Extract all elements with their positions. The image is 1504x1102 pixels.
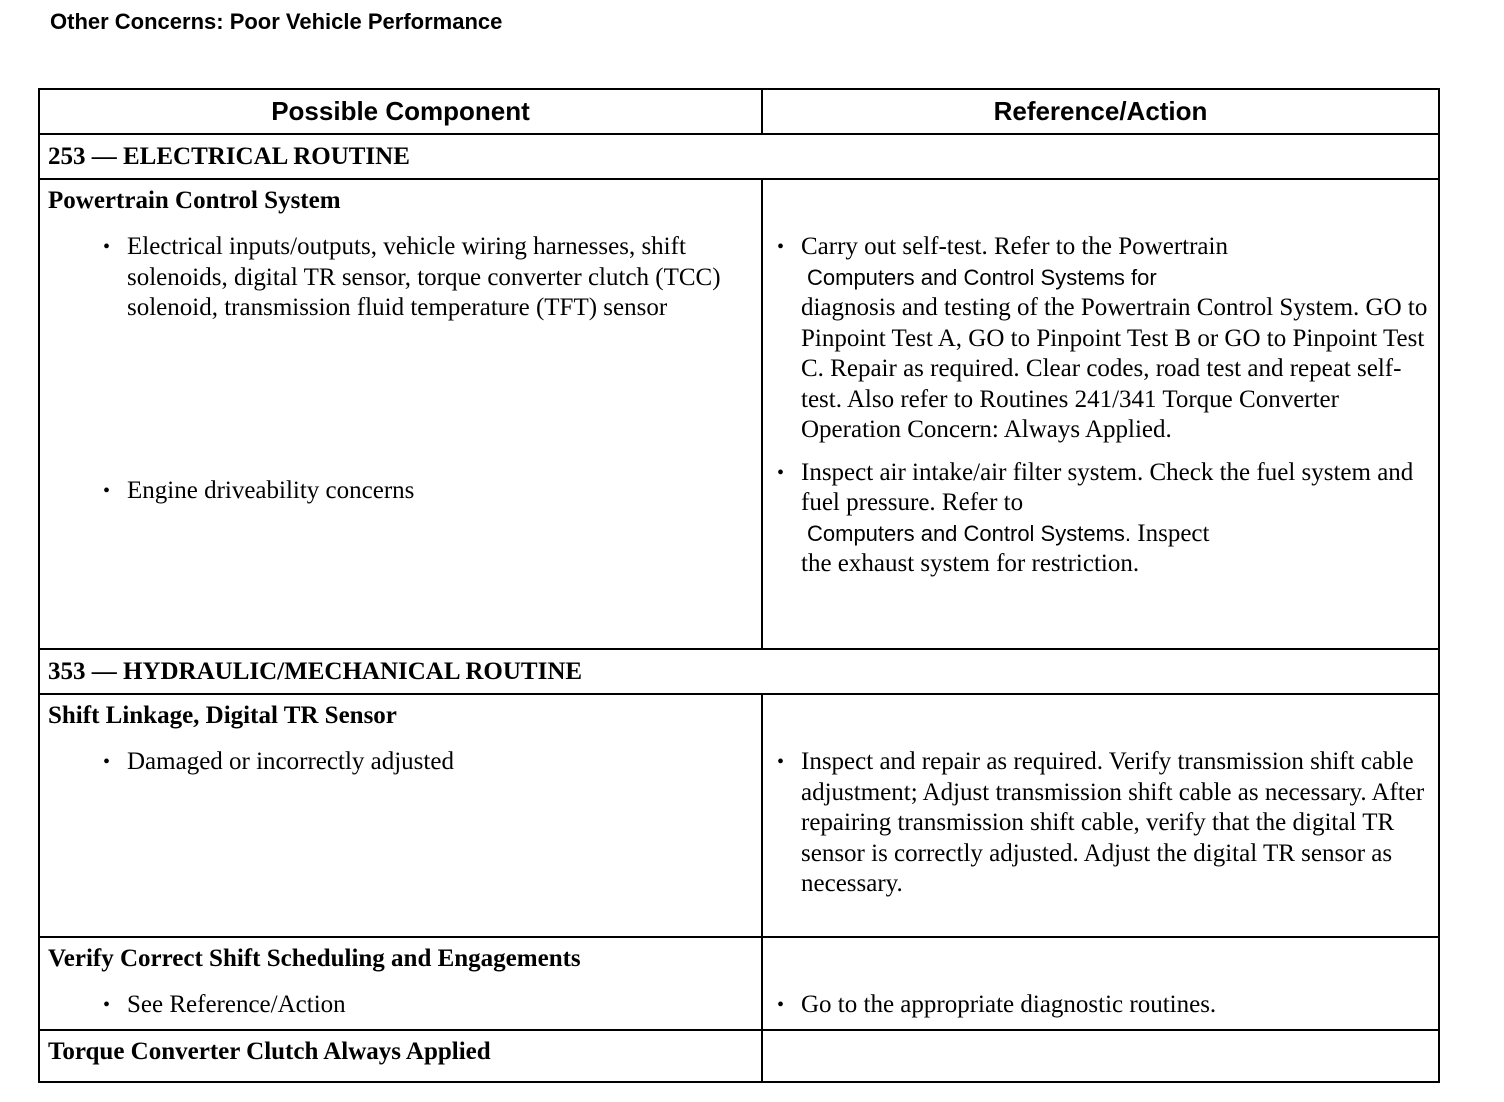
action-text: the exhaust system for restriction.: [801, 550, 1140, 577]
list-item: [103, 990, 753, 1021]
component-item-text: Electrical inputs/outputs, vehicle wiring harnesses, shift solenoids, digital TR sensor, torque converter clutch (TCC) solenoid, transmission fluid temperature (TFT) sensor: [127, 233, 721, 321]
table-row: [39, 1030, 1439, 1082]
list-item: [103, 747, 753, 778]
component-item-text: Engine driveability concerns: [127, 477, 415, 504]
component-name: Powertrain Control System: [48, 187, 341, 214]
page-title: Other Concerns: Poor Vehicle Performance: [50, 9, 503, 34]
routine-row: [39, 134, 1439, 179]
component-cell: [39, 179, 762, 649]
action-text: Inspect: [1137, 519, 1210, 547]
routine-253-heading: 253 — ELECTRICAL ROUTINE: [39, 134, 1439, 179]
list-item: [777, 747, 1430, 900]
bullet-icon: •: [103, 994, 111, 1016]
bullet-icon: •: [777, 751, 785, 773]
bullet-icon: •: [777, 236, 785, 258]
list-item: [103, 232, 753, 476]
list-item: [103, 476, 753, 507]
table-row: [39, 937, 1439, 1030]
list-item: [777, 990, 1430, 1021]
action-cell: [762, 937, 1439, 1030]
reference-link[interactable]: Computers and Control Systems for: [807, 264, 1157, 290]
table-row: [39, 694, 1439, 937]
reference-link[interactable]: Computers and Control Systems.: [807, 520, 1132, 546]
routine-row: [39, 649, 1439, 694]
component-cell: [39, 694, 762, 937]
action-text: Carry out self-test. Refer to the Powertrain: [801, 233, 1228, 260]
list-item: [777, 232, 1430, 446]
action-cell: [762, 179, 1439, 649]
component-item-text: See Reference/Action: [127, 991, 346, 1018]
action-text: Go to the appropriate diagnostic routines.: [801, 991, 1217, 1018]
bullet-icon: •: [777, 461, 785, 484]
action-cell: [762, 1030, 1439, 1082]
bullet-icon: •: [777, 994, 785, 1016]
bullet-icon: •: [103, 236, 111, 258]
action-cell: [762, 694, 1439, 937]
component-name: Shift Linkage, Digital TR Sensor: [48, 702, 397, 729]
action-text: Inspect and repair as required. Verify transmission shift cable adjustment; Adjust transmission shift cable as necessary. After repairing transmission shift cable, verify that the digital TR sensor is correctly adjusted. Adjust the digital TR sensor as necessary.: [801, 748, 1425, 897]
header-possible-component: Possible Component: [39, 89, 762, 134]
action-text: Inspect air intake/air filter system. Check the fuel system and fuel pressure. Refer to: [801, 458, 1414, 516]
diagnostic-table: [38, 88, 1440, 1083]
header-row: [39, 89, 1439, 134]
component-item-text: Damaged or incorrectly adjusted: [127, 748, 454, 775]
component-cell: [39, 1030, 762, 1082]
component-name: Verify Correct Shift Scheduling and Engagements: [48, 945, 581, 972]
component-cell: [39, 937, 762, 1030]
table-row: [39, 179, 1439, 649]
routine-353-heading: 353 — HYDRAULIC/MECHANICAL ROUTINE: [39, 649, 1439, 694]
bullet-icon: •: [103, 480, 111, 502]
bullet-icon: •: [103, 751, 111, 773]
header-reference-action: Reference/Action: [762, 89, 1439, 134]
component-name: Torque Converter Clutch Always Applied: [48, 1037, 491, 1065]
list-item: [777, 458, 1430, 580]
action-text: diagnosis and testing of the Powertrain Control System. GO to Pinpoint Test A, GO to Pinpoint Test B or GO to Pinpoint Test C. Repair as required. Clear codes, road test and repeat self-test. Also refer to Routines 241/341 Torque Converter Operation Concern: Always Applied.: [801, 294, 1428, 443]
